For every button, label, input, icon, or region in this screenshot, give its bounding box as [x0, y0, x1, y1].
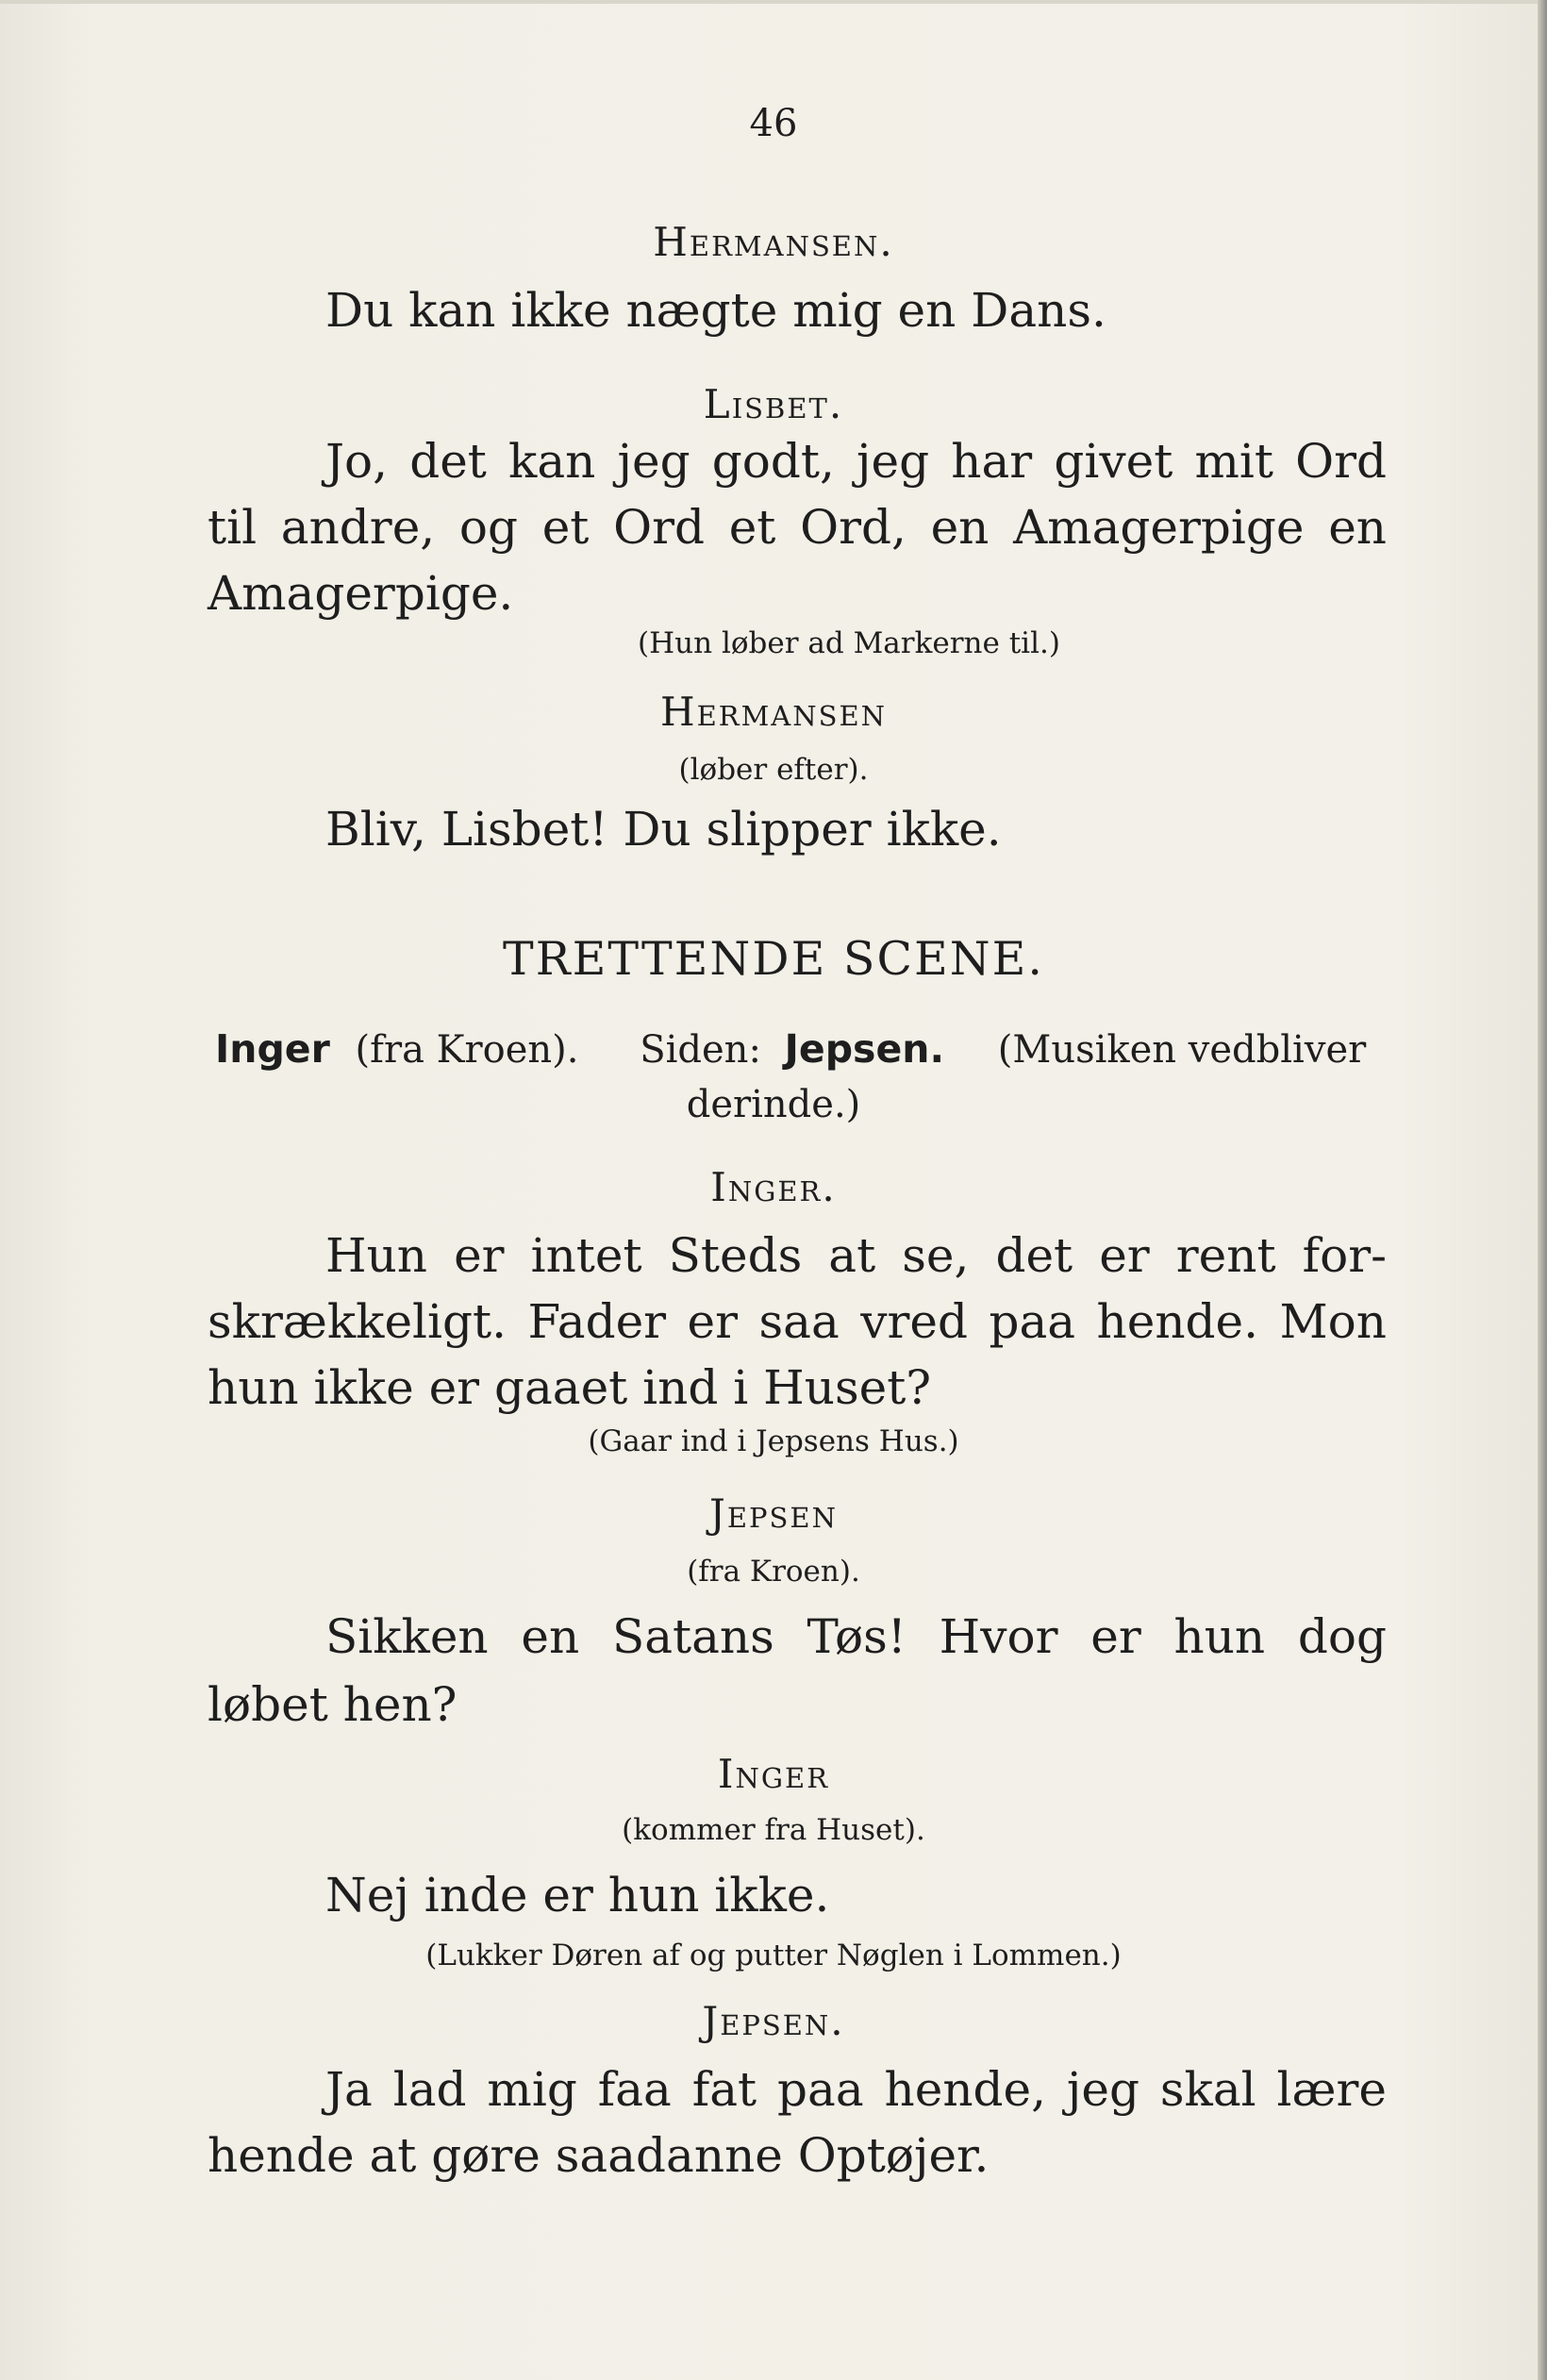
dialogue-line: løbet hen? — [208, 1677, 457, 1732]
dialogue-line: hende at gøre saadanne Optøjer. — [208, 2128, 990, 2183]
dialogue-line: Jo, det kan jeg godt, jeg har givet mit Ord — [325, 434, 1387, 489]
speaker-name: Hermansen. — [653, 219, 894, 265]
speaker-name: Hermansen — [659, 689, 888, 735]
dialogue-line: Bliv, Lisbet! Du slipper ikke. — [325, 802, 1002, 857]
stage-direction: (løber efter). — [678, 753, 869, 787]
speaker-name: Inger. — [710, 1164, 837, 1210]
speaker-name: Lisbet. — [703, 381, 844, 427]
character-name: Jepsen. — [784, 1026, 945, 1072]
scene-heading: TRETTENDE SCENE. — [503, 932, 1044, 986]
speaker-name: Inger — [717, 1751, 830, 1797]
dialogue-line: hun ikke er gaaet ind i Huset? — [208, 1360, 932, 1415]
stage-direction: (Lukker Døren af og putter Nøglen i Lommen.) — [425, 1939, 1122, 1972]
dialogue-line: Du kan ikke nægte mig en Dans. — [325, 283, 1106, 338]
dialogue-line: til andre, og et Ord et Ord, en Amagerpige en — [208, 500, 1387, 555]
character-name: Inger — [215, 1026, 330, 1072]
stage-direction: (kommer fra Huset). — [622, 1813, 925, 1847]
dialogue-line: Hun er intet Steds at se, det er rent for- — [325, 1228, 1387, 1283]
stage-direction: (Gaar ind i Jepsens Hus.) — [588, 1424, 959, 1458]
dialogue-line: Sikken en Satans Tøs! Hvor er hun dog — [325, 1609, 1387, 1664]
dialogue-line: skrækkeligt. Fader er saa vred paa hende. Mon — [208, 1294, 1387, 1349]
speaker-name: Jepsen. — [702, 1998, 845, 2044]
cast-text: derinde.) — [686, 1083, 861, 1126]
speaker-name: Jepsen — [709, 1490, 838, 1537]
scene-cast-line — [215, 1026, 1366, 1072]
dialogue-line: Ja lad mig faa fat paa hende, jeg skal lære — [325, 2062, 1387, 2117]
cast-text: Siden: — [640, 1028, 761, 1072]
stage-direction: (fra Kroen). — [687, 1555, 860, 1589]
dialogue-line: Amagerpige. — [208, 566, 514, 621]
dialogue-line: Nej inde er hun ikke. — [325, 1868, 830, 1922]
page-top-edge — [0, 0, 1547, 4]
cast-text: (fra Kroen). — [355, 1028, 579, 1072]
cast-text: (Musiken vedbliver — [997, 1028, 1367, 1072]
page-number: 46 — [749, 102, 798, 145]
stage-direction: (Hun løber ad Markerne til.) — [638, 626, 1060, 660]
